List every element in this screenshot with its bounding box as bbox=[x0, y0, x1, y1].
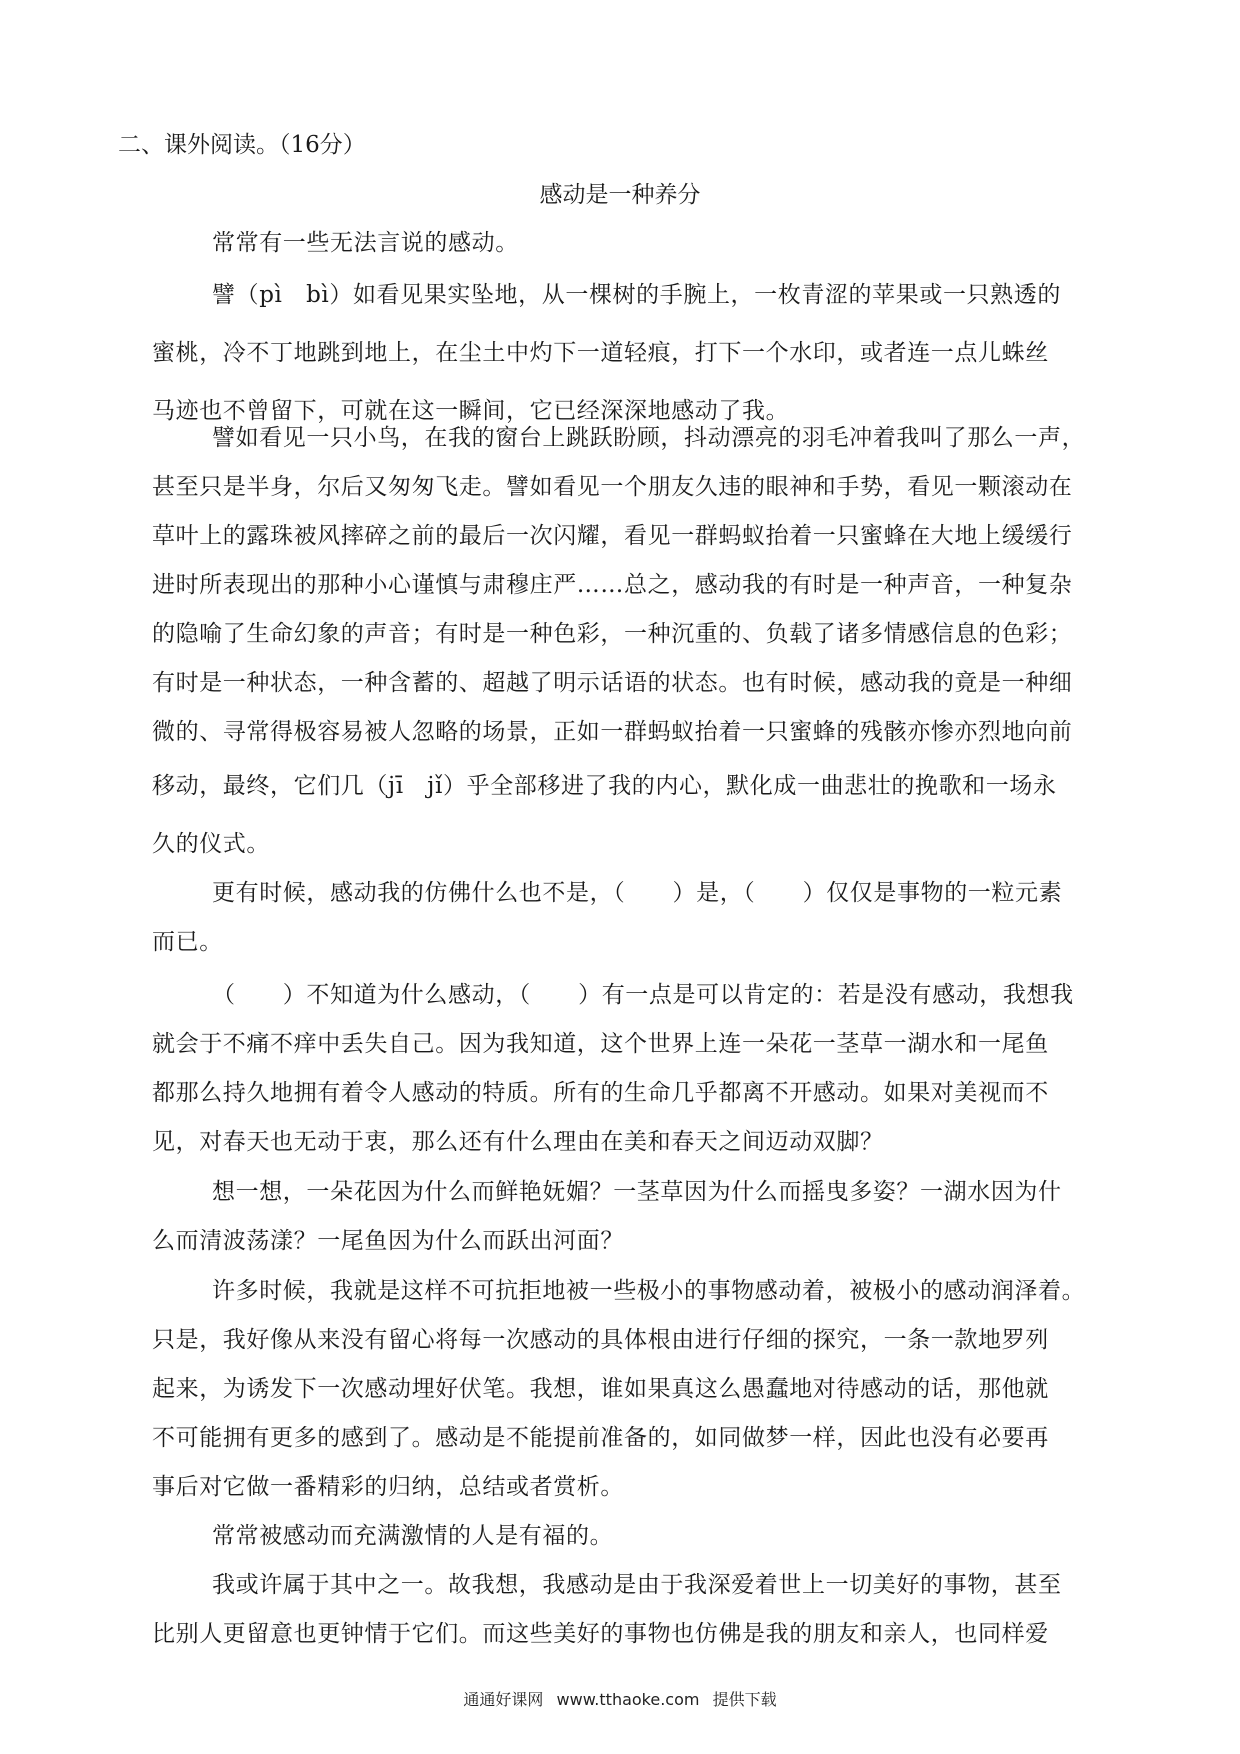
text-line: 草叶上的露珠被风摔碎之前的最后一次闪耀，看见一群蚂蚁抬着一只蜜蜂在大地上缓缓行 bbox=[152, 523, 1073, 549]
paragraph bbox=[152, 869, 1120, 967]
text-line: 甚至只是半身，尔后又匆匆飞走。譬如看见一个朋友久违的眼神和手势，看见一颗滚动在 bbox=[152, 474, 1073, 500]
text-line: 譬如看见一只小鸟，在我的窗台上跳跃盼顾，抖动漂亮的羽毛冲着我叫了那么一声， bbox=[212, 425, 1086, 451]
paragraph bbox=[152, 1168, 1120, 1266]
text-line: 有时是一种状态，一种含蓄的、超越了明示话语的状态。也有时候，感动我的竟是一种细 bbox=[152, 670, 1073, 696]
text-line: 马迹也不曾留下，可就在这一瞬间，它已经深深地感动了我。 bbox=[152, 398, 790, 424]
text-line: 常常被感动而充满激情的人是有福的。 bbox=[212, 1523, 614, 1549]
footer-url[interactable]: www.tthaoke.com bbox=[556, 1690, 700, 1709]
paragraph bbox=[152, 971, 1120, 1167]
text-line: 微的、寻常得极容易被人忽略的场景，正如一群蚂蚁抬着一只蜜蜂的残骸亦惨亦烈地向前 bbox=[152, 719, 1073, 745]
footer-site-name: 通通好课网 bbox=[463, 1690, 544, 1709]
text-line: 久的仪式。 bbox=[152, 831, 270, 857]
section-heading: 二、课外阅读。（16分） bbox=[118, 132, 366, 158]
text-line: 事后对它做一番精彩的归纳，总结或者赏析。 bbox=[152, 1474, 624, 1500]
text-line: 起来，为诱发下一次感动埋好伏笔。我想，谁如果真这么愚蠢地对待感动的话，那他就 bbox=[152, 1376, 1049, 1402]
footer-note: 提供下载 bbox=[712, 1690, 777, 1709]
text-line: 只是，我好像从来没有留心将每一次感动的具体根由进行仔细的探究，一条一款地罗列 bbox=[152, 1327, 1049, 1353]
text-line: 就会于不痛不痒中丢失自己。因为我知道，这个世界上连一朵花一茎草一湖水和一尾鱼 bbox=[152, 1031, 1049, 1057]
paragraph bbox=[152, 1267, 1120, 1512]
text-line: 而已。 bbox=[152, 929, 223, 955]
text-line: 我或许属于其中之一。故我想，我感动是由于我深爱着世上一切美好的事物，甚至 bbox=[212, 1572, 1062, 1598]
text-line: 的隐喻了生命幻象的声音；有时是一种色彩，一种沉重的、负载了诸多情感信息的色彩； bbox=[152, 621, 1073, 647]
text-line: 移动，最终，它们几（jī jǐ）乎全部移进了我的内心，默化成一曲悲壮的挽歌和一场永 bbox=[152, 773, 1057, 799]
text-line: 想一想，一朵花因为什么而鲜艳妩媚？一茎草因为什么而摇曳多姿？一湖水因为什 bbox=[212, 1179, 1062, 1205]
page-footer bbox=[0, 1688, 1240, 1712]
text-line: 譬（pì bì）如看见果实坠地，从一棵树的手腕上，一枚青涩的苹果或一只熟透的 bbox=[212, 282, 1061, 308]
text-line: 常常有一些无法言说的感动。 bbox=[212, 230, 519, 256]
paragraph bbox=[152, 219, 1120, 268]
text-line: 比别人更留意也更钟情于它们。而这些美好的事物也仿佛是我的朋友和亲人，也同样爱 bbox=[152, 1621, 1049, 1647]
paragraph bbox=[152, 1561, 1120, 1659]
text-line: 么而清波荡漾？一尾鱼因为什么而跃出河面？ bbox=[152, 1228, 624, 1254]
paragraph bbox=[152, 1512, 1120, 1561]
article-title: 感动是一种养分 bbox=[539, 182, 701, 208]
text-line: 蜜桃，冷不丁地跳到地上，在尘土中灼下一道轻痕，打下一个水印，或者连一点儿蛛丝 bbox=[152, 340, 1049, 366]
text-line: 不可能拥有更多的感到了。感动是不能提前准备的，如同做梦一样，因此也没有必要再 bbox=[152, 1425, 1049, 1451]
text-line: 更有时候，感动我的仿佛什么也不是，（ ）是，（ ）仅仅是事物的一粒元素 bbox=[212, 880, 1063, 906]
text-line: 进时所表现出的那种小心谨慎与肃穆庄严……总之，感动我的有时是一种声音，一种复杂 bbox=[152, 572, 1073, 598]
text-line: 都那么持久地拥有着令人感动的特质。所有的生命几乎都离不开感动。如果对美视而不 bbox=[152, 1080, 1049, 1106]
text-line: （ ）不知道为什么感动，（ ）有一点是可以肯定的：若是没有感动，我想我 bbox=[212, 982, 1074, 1008]
text-line: 许多时候，我就是这样不可抗拒地被一些极小的事物感动着，被极小的感动润泽着。 bbox=[212, 1278, 1086, 1304]
paragraph bbox=[152, 414, 1120, 873]
text-line: 见，对春天也无动于衷，那么还有什么理由在美和春天之间迈动双脚？ bbox=[152, 1129, 884, 1155]
